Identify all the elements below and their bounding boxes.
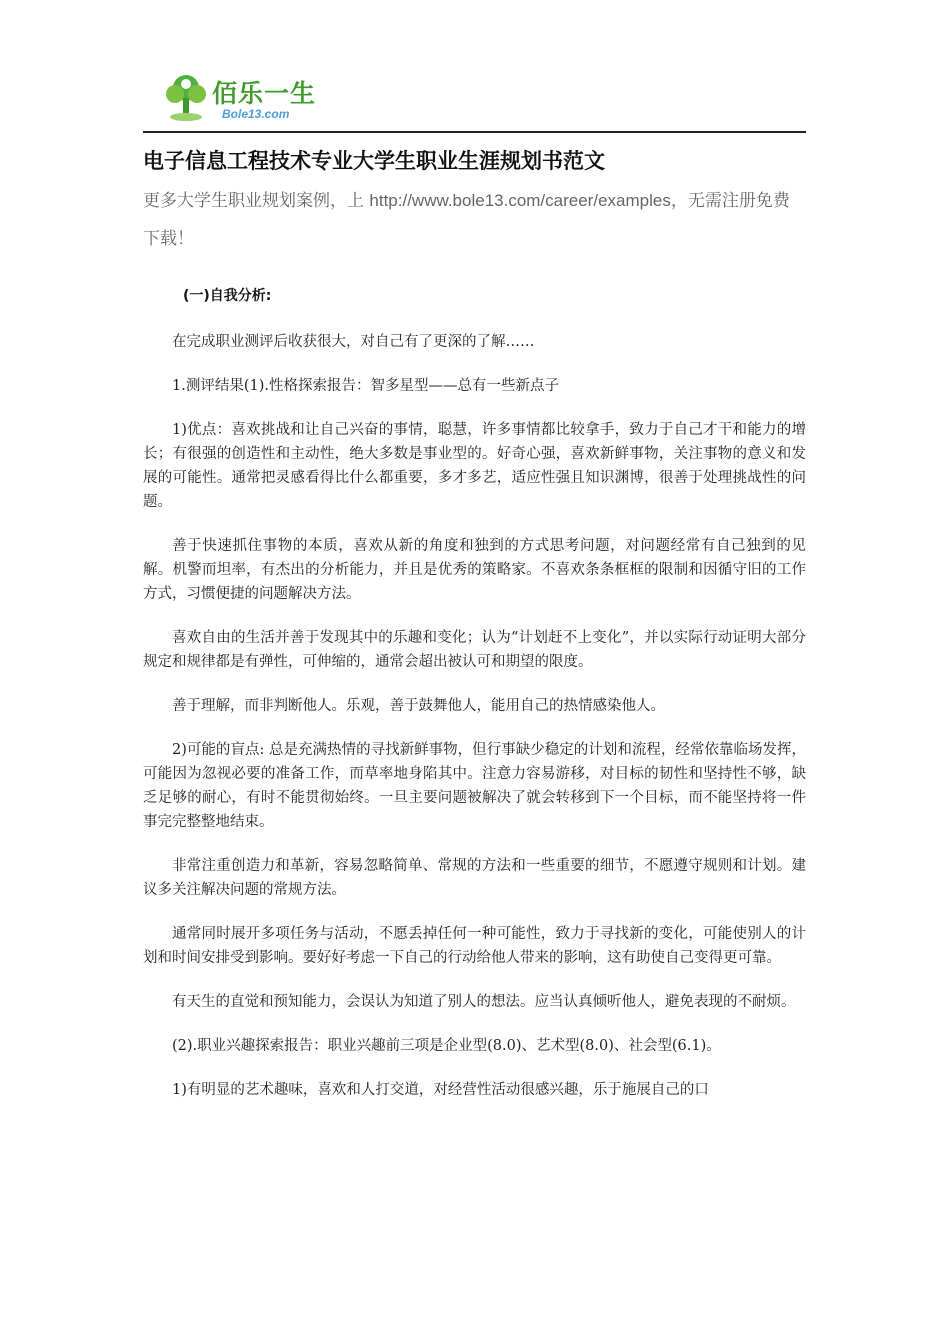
header-divider — [143, 131, 806, 133]
document-title: 电子信息工程技术专业大学生职业生涯规划书范文 — [143, 149, 605, 173]
paragraph: 1)优点：喜欢挑战和让自己兴奋的事情，聪慧，许多事情都比较拿手，致力于自己才干和能力的增长；有很强的创造性和主动性，绝大多数是事业型的。好奇心强，喜欢新鲜事物，关注事物的意义和发展的可能性。通常把灵感看得比什么都重要，多才多艺，适应性强且知识渊博，很善于处理挑战性的问题。 — [143, 422, 806, 510]
logo-wordmark: 佰乐一生 — [212, 79, 317, 108]
paragraph: 有天生的直觉和预知能力，会误认为知道了别人的想法。应当认真倾听他人，避免表现的不耐烦。 — [172, 994, 796, 1010]
download-note — [143, 182, 806, 258]
paragraph: 1.测评结果(1).性格探索报告：智多星型——总有一些新点子 — [172, 378, 559, 394]
paragraph: 在完成职业测评后收获很大，对自己有了更深的了解…… — [172, 334, 535, 350]
download-note-suffix: ，无需注册免费下载！ — [143, 191, 790, 249]
paragraph: 非常注重创造力和革新，容易忽略简单、常规的方法和一些重要的细节，不愿遵守规则和计划。建议多关注解决问题的常规方法。 — [143, 858, 806, 898]
paragraph: 善于理解，而非判断他人。乐观，善于鼓舞他人，能用自己的热情感染他人。 — [172, 698, 665, 714]
tree-people-icon — [160, 70, 212, 122]
section-heading-self-analysis: (一)自我分析: — [183, 288, 272, 304]
paragraph: (2).职业兴趣探索报告：职业兴趣前三项是企业型(8.0)、艺术型(8.0)、社会型(6.1)。 — [172, 1038, 721, 1054]
paragraph: 2)可能的盲点: 总是充满热情的寻找新鲜事物，但行事缺少稳定的计划和流程，经常依靠临场发挥，可能因为忽视必要的准备工作，而草率地身陷其中。注意力容易游移，对目标的韧性和坚持性不够，缺乏足够的耐心，有时不能贯彻始终。一旦主要问题被解决了就会转移到下一个目标，而不能坚持将一件事完完整整地结束。 — [143, 742, 806, 830]
paragraph: 1)有明显的艺术趣味，喜欢和人打交道，对经营性活动很感兴趣，乐于施展自己的口 — [172, 1082, 709, 1098]
paragraph: 通常同时展开多项任务与活动，不愿丢掉任何一种可能性，致力于寻找新的变化，可能使别人的计划和时间安排受到影响。要好好考虑一下自己的行动给他人带来的影响，这有助使自己变得更可靠。 — [143, 926, 806, 966]
document-body — [143, 330, 806, 1122]
career-examples-link[interactable]: http://www.bole13.com/career/examples — [369, 191, 671, 210]
download-note-prefix: 更多大学生职业规划案例，上 — [143, 191, 370, 211]
paragraph: 喜欢自由的生活并善于发现其中的乐趣和变化；认为“计划赶不上变化”，并以实际行动证明大部分规定和规律都是有弹性，可伸缩的，通常会超出被认可和期望的限度。 — [143, 630, 806, 670]
paragraph: 善于快速抓住事物的本质，喜欢从新的角度和独到的方式思考问题，对问题经常有自己独到的见解。机警而坦率，有杰出的分析能力，并且是优秀的策略家。不喜欢条条框框的限制和因循守旧的工作方式，习惯便捷的问题解决方法。 — [143, 538, 806, 602]
brand-logo[interactable] — [160, 68, 330, 128]
logo-domain: Bole13.com — [222, 107, 290, 121]
